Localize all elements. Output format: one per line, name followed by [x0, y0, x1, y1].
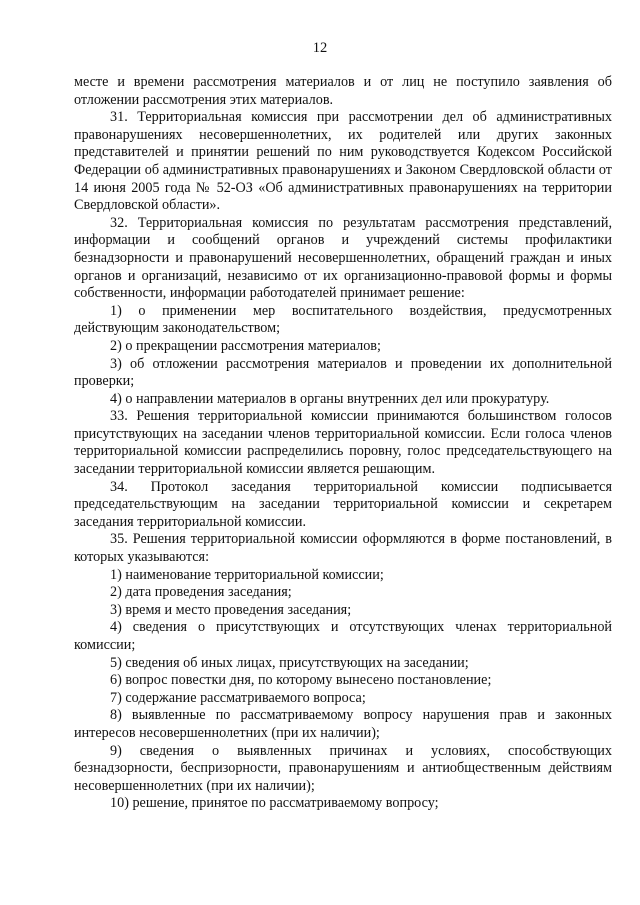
paragraph: 32. Территориальная комиссия по результатам рассмотрения представлений, информации и сообщений органов и учреждений системы профилактики безнадзорности и правонарушений несовершеннолетних, обращений граждан и иных органов и организаций, независимо от их организационно-правовой формы и формы собственности, информации работодателей принимает решение: — [74, 214, 612, 302]
document-body — [74, 74, 612, 813]
paragraph: 8) выявленные по рассматриваемому вопросу нарушения прав и законных интересов несовершеннолетних (при их наличии); — [74, 707, 612, 741]
paragraph: 6) вопрос повестки дня, по которому вынесено постановление; — [110, 672, 492, 689]
paragraph: 10) решение, принятое по рассматриваемому вопросу; — [110, 795, 439, 812]
paragraph: 34. Протокол заседания территориальной комиссии подписывается председательствующим на заседании территориальной комиссии и секретарем заседания территориальной комиссии. — [74, 478, 612, 530]
paragraph: 1) наименование территориальной комиссии; — [110, 566, 384, 583]
paragraph: 4) сведения о присутствующих и отсутствующих членах территориальной комиссии; — [74, 619, 612, 653]
paragraph: 33. Решения территориальной комиссии принимаются большинством голосов присутствующих на заседании членов территориальной комиссии. Если голоса членов территориальной комиссии распределились поровну, голос председательствующего на заседании территориальной комиссии является решающим. — [74, 408, 612, 478]
paragraph: 4) о направлении материалов в органы внутренних дел или прокуратуру. — [110, 390, 550, 407]
paragraph: месте и времени рассмотрения материалов и от лиц не поступило заявления об отложении рассмотрения этих материалов. — [74, 74, 612, 108]
paragraph: 9) сведения о выявленных причинах и условиях, способствующих безнадзорности, беспризорности, правонарушениям и антиобщественным действиям несовершеннолетних (при их наличии); — [74, 742, 612, 794]
paragraph: 5) сведения об иных лицах, присутствующих на заседании; — [110, 654, 469, 671]
paragraph: 2) дата проведения заседания; — [110, 584, 292, 601]
paragraph: 35. Решения территориальной комиссии оформляются в форме постановлений, в которых указываются: — [74, 531, 612, 566]
paragraph: 1) о применении мер воспитательного воздействия, предусмотренных действующим законодательством; — [74, 302, 612, 337]
paragraph: 7) содержание рассматриваемого вопроса; — [110, 689, 366, 706]
paragraph: 2) о прекращении рассмотрения материалов; — [110, 337, 381, 354]
paragraph: 3) об отложении рассмотрения материалов и проведении их дополнительной проверки; — [74, 355, 612, 390]
paragraph: 3) время и место проведения заседания; — [110, 601, 352, 618]
paragraph: 31. Территориальная комиссия при рассмотрении дел об административных правонарушениях несовершеннолетних, их родителей или других законных представителей и принятии решений по ним руководствуется Кодексом Российской Федерации об административных правонарушениях и Законом Свердловской области от 14 июня 2005 года № 52-ОЗ «Об административных правонарушениях на территории Свердловской области». — [74, 109, 612, 214]
page-number: 12 — [312, 40, 328, 56]
